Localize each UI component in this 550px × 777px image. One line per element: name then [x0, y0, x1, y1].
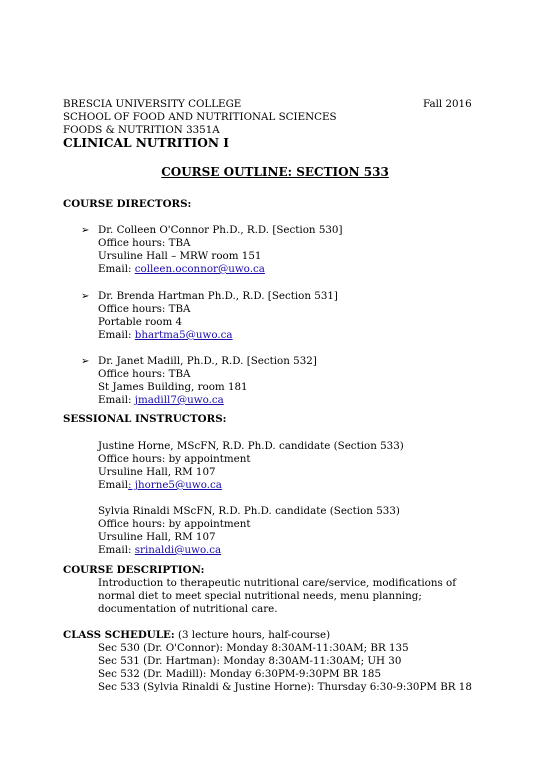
term-label: Fall 2016 [423, 98, 472, 110]
directors-heading: COURSE DIRECTORS: [63, 198, 192, 210]
director-email-row [98, 263, 265, 276]
director-location: Ursuline Hall – MRW room 151 [98, 250, 262, 262]
instructor-email-row [98, 479, 222, 492]
schedule-heading: CLASS SCHEDULE: [63, 629, 175, 641]
director-name: Dr. Colleen O'Connor Ph.D., R.D. [Section 530] [98, 224, 343, 236]
instructor-email-row [98, 544, 221, 557]
director-name: Dr. Janet Madill, Ph.D., R.D. [Section 532] [98, 355, 317, 367]
email-link[interactable]: bhartma5@uwo.ca [134, 329, 233, 341]
schedule-line: Sec 533 (Sylvia Rinaldi & Justine Horne): Thursday 6:30-9:30PM BR 18 [98, 681, 472, 693]
director-hours: Office hours: TBA [98, 237, 191, 249]
outline-title: COURSE OUTLINE: SECTION 533 [161, 165, 389, 179]
college-name: BRESCIA UNIVERSITY COLLEGE [63, 98, 242, 110]
bullet-icon: ➢ [81, 291, 90, 302]
director-name: Dr. Brenda Hartman Ph.D., R.D. [Section 531] [98, 290, 338, 302]
instructor-hours: Office hours: by appointment [98, 453, 251, 465]
email-label: Email: [98, 544, 135, 556]
email-link[interactable]: srinaldi@uwo.ca [134, 544, 222, 556]
course-code: FOODS & NUTRITION 3351A [63, 124, 220, 136]
schedule-line: Sec 531 (Dr. Hartman): Monday 8:30AM-11:30AM; UH 30 [98, 655, 402, 667]
schedule-line: Sec 532 (Dr. Madill): Monday 6:30PM-9:30PM BR 185 [98, 668, 382, 680]
email-label: Email: [98, 263, 135, 275]
instructor-hours: Office hours: by appointment [98, 518, 251, 530]
bullet-icon: ➢ [81, 225, 90, 236]
email-label: Email [98, 479, 129, 491]
director-hours: Office hours: TBA [98, 303, 191, 315]
director-location: Portable room 4 [98, 316, 183, 328]
instructor-name: Sylvia Rinaldi MScFN, R.D. Ph.D. candidate (Section 533) [98, 505, 400, 517]
schedule-note: (3 lecture hours, half-course) [174, 629, 331, 641]
instructor-location: Ursuline Hall, RM 107 [98, 531, 216, 543]
schedule-heading-row [63, 629, 330, 642]
instructor-name: Justine Horne, MScFN, R.D. Ph.D. candidate (Section 533) [98, 440, 404, 452]
email-label: Email: [98, 329, 135, 341]
school-name: SCHOOL OF FOOD AND NUTRITIONAL SCIENCES [63, 111, 337, 123]
director-email-row [98, 329, 233, 342]
director-location: St James Building, room 181 [98, 381, 248, 393]
description-line: normal diet to meet special nutritional needs, menu planning; [98, 590, 422, 602]
instructor-location: Ursuline Hall, RM 107 [98, 466, 216, 478]
email-link[interactable]: colleen.oconnor@uwo.ca [134, 263, 265, 275]
director-hours: Office hours: TBA [98, 368, 191, 380]
bullet-icon: ➢ [81, 356, 90, 367]
email-label: Email: [98, 394, 135, 406]
schedule-line: Sec 530 (Dr. O'Connor): Monday 8:30AM-11:30AM; BR 135 [98, 642, 409, 654]
description-heading: COURSE DESCRIPTION: [63, 564, 205, 576]
email-link[interactable]: jmadill7@uwo.ca [134, 394, 224, 406]
director-email-row [98, 394, 224, 407]
description-line: Introduction to therapeutic nutritional care/service, modifications of [98, 577, 457, 589]
email-link[interactable]: : jhorne5@uwo.ca [128, 479, 222, 491]
sessional-heading: SESSIONAL INSTRUCTORS: [63, 413, 227, 425]
course-title: CLINICAL NUTRITION I [63, 136, 229, 150]
description-line: documentation of nutritional care. [98, 603, 278, 615]
